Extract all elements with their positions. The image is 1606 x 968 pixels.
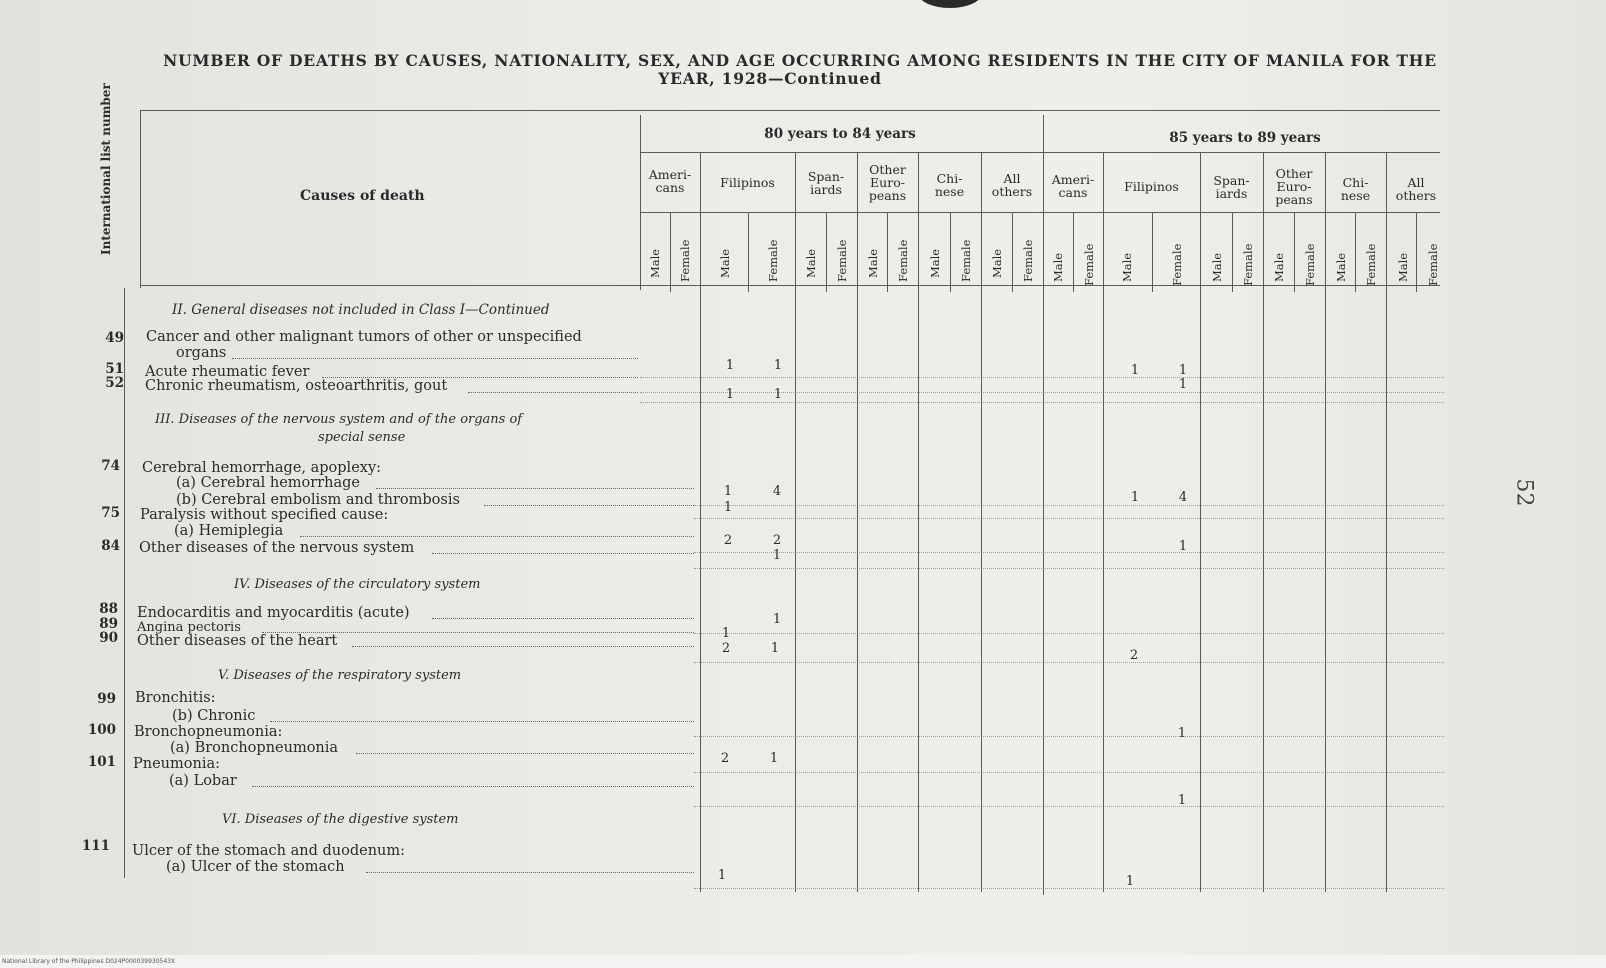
cell-value: 1	[1177, 726, 1187, 741]
cause-text: Bronchitis:	[135, 690, 216, 706]
female-label: Female	[1364, 243, 1378, 286]
cause-text: organs	[176, 345, 227, 361]
cause-text: Pneumonia:	[133, 756, 220, 772]
male-label: Male	[804, 248, 818, 278]
group-rule	[640, 152, 1440, 153]
cell-value: 1	[770, 641, 780, 656]
page-number: 52	[1511, 478, 1537, 507]
female-label: Female	[1241, 243, 1255, 286]
list-number: 88	[99, 601, 118, 617]
age-group-85-89: 85 years to 89 years	[1169, 130, 1321, 146]
female-label: Female	[1426, 243, 1440, 286]
list-number: 100	[87, 722, 116, 738]
male-label: Male	[990, 248, 1004, 278]
female-label: Female	[1021, 239, 1035, 282]
nat-all-others-2: All others	[1395, 175, 1437, 203]
female-label: Female	[766, 239, 780, 282]
list-number: 99	[97, 691, 116, 707]
scan-footer: National Library of the Philippines D024P000039930543X	[2, 958, 176, 965]
nat-filipinos-1: Filipinos	[720, 175, 775, 190]
col-rule-number	[140, 110, 141, 288]
cell-value: 1	[772, 548, 782, 563]
cell-value: 1	[773, 358, 783, 373]
cell-value: 4	[772, 484, 782, 499]
ink-blot	[918, 0, 982, 8]
cause-text: Endocarditis and myocarditis (acute)	[137, 605, 410, 621]
cause-text: (a) Ulcer of the stomach	[166, 859, 345, 875]
list-number: 52	[105, 375, 124, 391]
cause-text: Other diseases of the nervous system	[139, 540, 415, 556]
cause-text: Acute rheumatic fever	[145, 364, 310, 380]
male-label: Male	[1334, 252, 1348, 282]
title-line-2: YEAR, 1928—Continued	[658, 69, 882, 88]
cause-text: Paralysis without specified cause:	[140, 507, 389, 523]
scan-bottom-strip	[0, 955, 1606, 968]
section-heading-iv: IV. Diseases of the circulatory system	[234, 577, 481, 592]
cause-text: Cerebral hemorrhage, apoplexy:	[142, 460, 382, 476]
list-number: 74	[101, 458, 120, 474]
cell-value: 2	[1129, 648, 1139, 663]
male-label: Male	[1120, 252, 1134, 282]
nat-spaniards-2: Span- iards	[1213, 173, 1250, 201]
cell-value: 1	[769, 751, 779, 766]
list-number: 89	[99, 616, 118, 632]
nat-americans-1: Ameri- cans	[648, 167, 692, 195]
female-label: Female	[959, 239, 973, 282]
cause-text: Ulcer of the stomach and duodenum:	[132, 843, 406, 859]
nationality-rule	[640, 212, 1440, 213]
cause-text: (b) Cerebral embolism and thrombosis	[176, 492, 460, 508]
cell-value: 1	[773, 387, 783, 402]
cell-value: 1	[723, 500, 733, 515]
cell-value: 2	[721, 641, 731, 656]
table-title	[110, 52, 1490, 88]
list-number: 90	[99, 630, 118, 646]
cell-value: 1	[717, 868, 727, 883]
cell-value: 1	[1178, 363, 1188, 378]
nat-chinese-1: Chi- nese	[934, 171, 965, 199]
female-label: Female	[896, 239, 910, 282]
cause-text: (a) Hemiplegia	[174, 523, 284, 539]
cell-value: 1	[1177, 793, 1187, 808]
cell-value: 1	[1130, 363, 1140, 378]
male-label: Male	[648, 248, 662, 278]
male-label: Male	[1210, 252, 1224, 282]
list-number: 51	[105, 361, 124, 377]
nat-other-europeans-1: Other Euro- peans	[868, 162, 907, 203]
cell-value: 1	[1178, 377, 1188, 392]
cause-text: (b) Chronic	[172, 708, 256, 724]
cell-value: 1	[1130, 490, 1140, 505]
cell-value: 4	[1178, 490, 1188, 505]
section-heading-v: V. Diseases of the respiratory system	[218, 668, 462, 683]
female-label: Female	[1170, 243, 1184, 286]
cause-text: Chronic rheumatism, osteoarthritis, gout	[145, 378, 448, 394]
nat-other-europeans-2: Other Euro- peans	[1275, 166, 1313, 207]
male-label: Male	[1051, 252, 1065, 282]
list-number: 111	[81, 838, 110, 854]
col-rule-causes	[640, 115, 641, 290]
nat-spaniards-1: Span- iards	[807, 169, 845, 197]
male-label: Male	[866, 248, 880, 278]
section-heading-iii: III. Diseases of the nervous system and of the organs of	[155, 412, 523, 427]
cell-value: 1	[725, 387, 735, 402]
cell-value: 2	[723, 533, 733, 548]
list-number: 75	[101, 505, 120, 521]
cause-text: (a) Bronchopneumonia	[170, 740, 339, 756]
col-rule-number-body	[124, 288, 125, 878]
female-label: Female	[678, 239, 692, 282]
female-label: Female	[1082, 243, 1096, 286]
cell-value: 1	[1125, 874, 1135, 889]
cause-text: Bronchopneumonia:	[134, 724, 283, 740]
cell-value: 1	[723, 484, 733, 499]
list-number: 84	[101, 538, 120, 554]
cause-text: (a) Cerebral hemorrhage	[176, 475, 360, 491]
male-label: Male	[718, 248, 732, 278]
cell-value: 2	[772, 533, 782, 548]
male-label: Male	[1396, 252, 1410, 282]
title-line-1: NUMBER OF DEATHS BY CAUSES, NATIONALITY, SEX, AND AGE OCCURRING AMONG RESIDENTS IN THE CITY OF MANILA FOR THE	[163, 51, 1437, 70]
cell-value: 1	[721, 626, 731, 641]
female-label: Female	[1303, 243, 1317, 286]
cell-value: 1	[1178, 539, 1188, 554]
age-group-80-84: 80 years to 84 years	[764, 126, 916, 142]
section-heading-vi: VI. Diseases of the digestive system	[222, 812, 459, 827]
male-label: Male	[928, 248, 942, 278]
cell-value: 2	[720, 751, 730, 766]
nat-americans-2: Ameri- cans	[1051, 172, 1095, 200]
female-label: Female	[835, 239, 849, 282]
cause-text: (a) Lobar	[169, 773, 237, 789]
list-number-header: International list number	[99, 83, 113, 255]
nat-chinese-2: Chi- nese	[1340, 175, 1371, 203]
male-label: Male	[1272, 252, 1286, 282]
cell-value: 1	[772, 612, 782, 627]
section-heading-iii-cont: special sense	[318, 430, 406, 445]
table-top-rule	[140, 110, 1440, 111]
cell-value: 1	[725, 358, 735, 373]
cause-text: Cancer and other malignant tumors of other or unspecified	[146, 329, 582, 345]
section-heading-ii: II. General diseases not included in Class I—Continued	[172, 302, 550, 318]
cause-text: Angina pectoris	[137, 620, 241, 635]
nat-filipinos-2: Filipinos	[1124, 179, 1179, 194]
cause-text: Other diseases of the heart	[137, 633, 338, 649]
causes-header: Causes of death	[300, 188, 425, 204]
nat-all-others-1: All others	[991, 171, 1033, 199]
list-number: 101	[87, 754, 116, 770]
list-number: 49	[105, 330, 124, 346]
